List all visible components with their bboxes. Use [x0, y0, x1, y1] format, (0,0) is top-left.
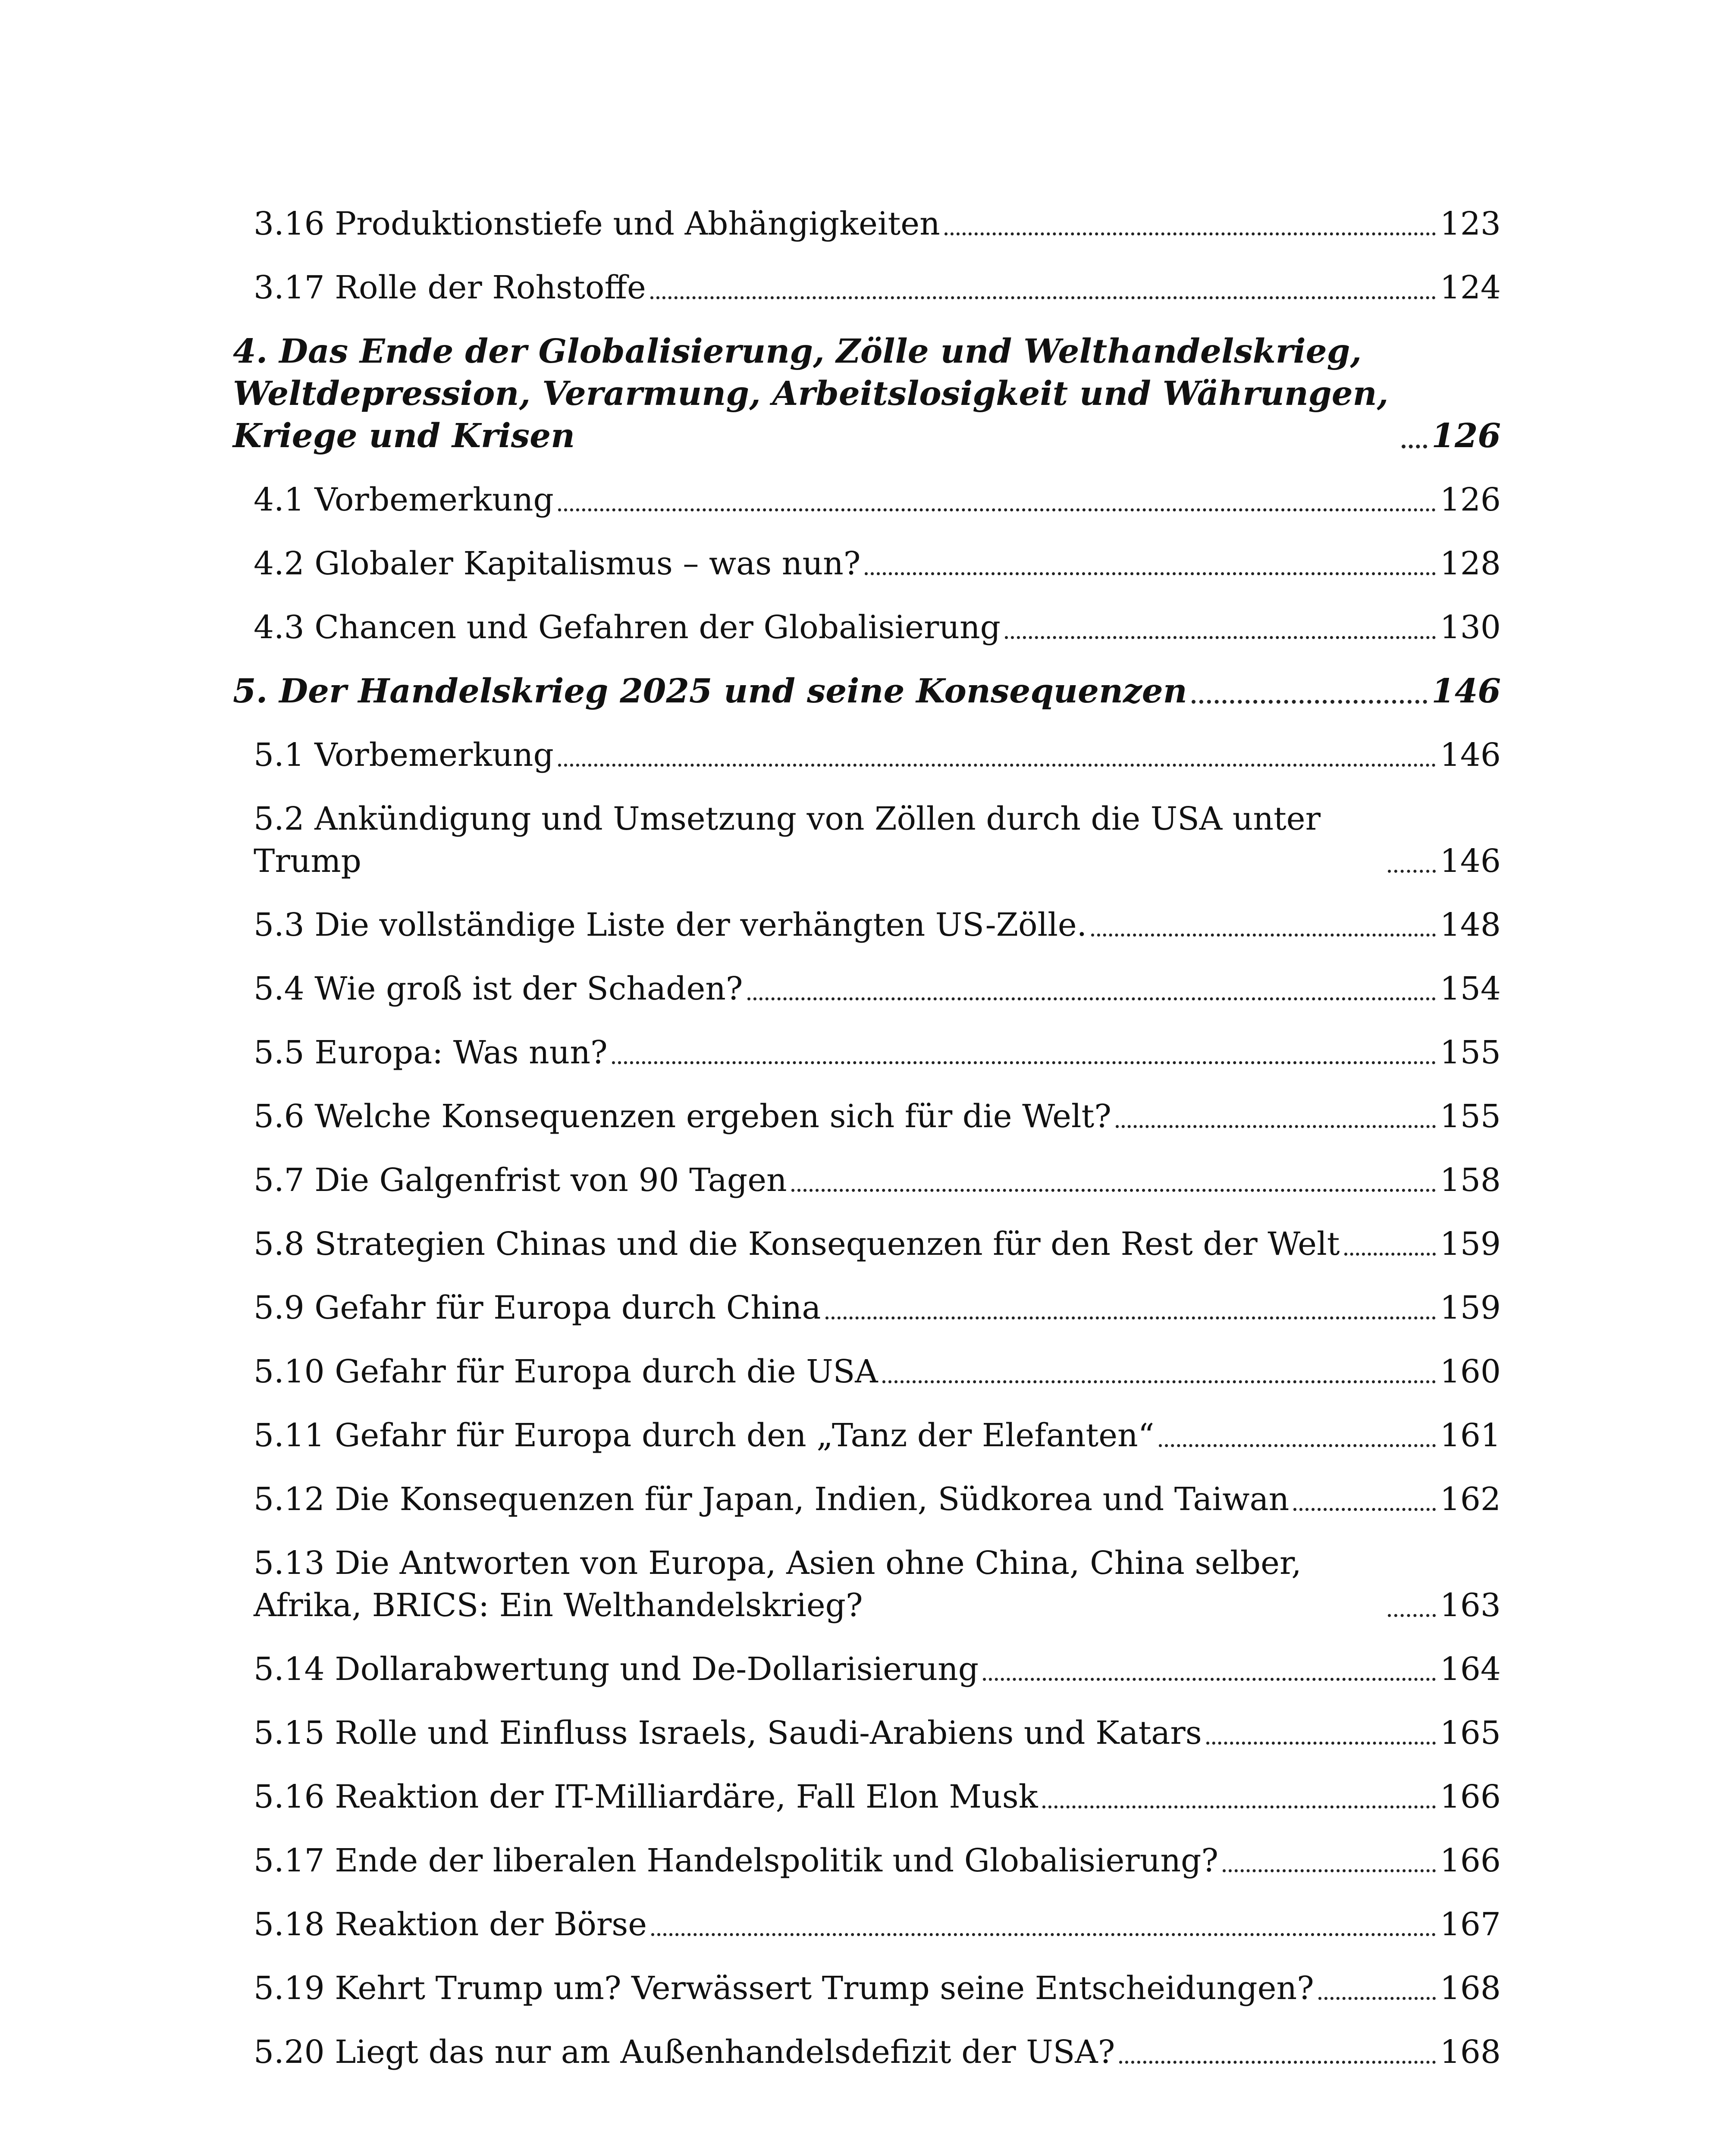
toc-entry-3-17[interactable] [233, 266, 1501, 309]
toc-entry-title: 5.20 Liegt das nur am Außenhandelsdefizit der USA? [254, 2034, 1115, 2071]
toc-page-number: 154 [1440, 970, 1501, 1007]
toc-entry-title: 5.12 Die Konsequenzen für Japan, Indien, Südkorea und Taiwan [254, 1481, 1290, 1518]
toc-entry-title: 4.1 Vorbemerkung [254, 481, 554, 518]
toc-entry-5-12[interactable] [233, 1478, 1501, 1520]
dot-leader [1223, 1869, 1436, 1872]
dot-leader [1159, 1444, 1436, 1447]
table-of-contents [233, 203, 1501, 2095]
toc-entry-title: 4.2 Globaler Kapitalismus – was nun? [254, 545, 861, 582]
dot-leader [558, 764, 1436, 767]
dot-leader [791, 1189, 1436, 1192]
toc-entry-title: 5.4 Wie groß ist der Schaden? [254, 970, 743, 1007]
toc-entry-5-16[interactable] [233, 1776, 1501, 1818]
toc-entry-4-3[interactable] [233, 606, 1501, 649]
toc-entry-5-11[interactable] [233, 1414, 1501, 1457]
toc-page-number: 124 [1440, 269, 1501, 306]
dot-leader [651, 1933, 1436, 1936]
toc-page-number: 167 [1440, 1906, 1501, 1943]
toc-entry-5-2[interactable] [233, 798, 1501, 882]
dot-leader [1318, 1997, 1436, 2000]
toc-entry-title: 5.6 Welche Konsequenzen ergeben sich für die Welt? [254, 1098, 1111, 1135]
dot-leader [944, 232, 1436, 235]
dot-leader [1042, 1805, 1436, 1808]
toc-entry-title: 5.19 Kehrt Trump um? Verwässert Trump seine Entscheidungen? [254, 1970, 1314, 2007]
toc-entry-title: 5.3 Die vollständige Liste der verhängten US-Zölle. [254, 906, 1087, 943]
toc-entry-title: 5.14 Dollarabwertung und De-Dollarisierung [254, 1651, 979, 1688]
toc-page-number: 128 [1440, 545, 1501, 582]
toc-entry-title: 5.16 Reaktion der IT-Milliardäre, Fall Elon Musk [254, 1778, 1038, 1815]
toc-page-number: 160 [1440, 1353, 1501, 1390]
toc-entry-title: 5.5 Europa: Was nun? [254, 1034, 608, 1071]
toc-page-number: 146 [1431, 672, 1501, 711]
toc-page-number: 159 [1440, 1289, 1501, 1326]
toc-page-number: 166 [1440, 1842, 1501, 1879]
toc-chapter-4[interactable] [233, 330, 1501, 457]
toc-entry-title: 5.9 Gefahr für Europa durch China [254, 1289, 821, 1326]
toc-entry-title: 5.11 Gefahr für Europa durch den „Tanz der Elefanten“ [254, 1417, 1155, 1454]
toc-entry-5-15[interactable] [233, 1712, 1501, 1754]
toc-entry-title: 5.1 Vorbemerkung [254, 736, 554, 774]
toc-page-number: 130 [1440, 609, 1501, 646]
toc-entry-title: 5.17 Ende der liberalen Handelspolitik und Globalisierung? [254, 1842, 1219, 1879]
toc-entry-5-14[interactable] [233, 1648, 1501, 1690]
dot-leader [1119, 2061, 1435, 2064]
toc-entry-5-13[interactable] [233, 1542, 1501, 1626]
toc-entry-5-9[interactable] [233, 1287, 1501, 1329]
toc-page-number: 166 [1440, 1778, 1501, 1815]
toc-page-number: 146 [1440, 736, 1501, 774]
toc-entry-5-10[interactable] [233, 1351, 1501, 1393]
toc-page-number: 161 [1440, 1417, 1501, 1454]
dot-leader [558, 508, 1436, 511]
toc-entry-5-1[interactable] [233, 734, 1501, 776]
dot-leader [825, 1316, 1436, 1319]
toc-entry-3-16[interactable] [233, 203, 1501, 245]
dot-leader [1116, 1125, 1436, 1128]
toc-entry-5-6[interactable] [233, 1095, 1501, 1138]
toc-page-number: 126 [1440, 481, 1501, 518]
toc-entry-5-3[interactable] [233, 904, 1501, 946]
toc-entry-title: 5.18 Reaktion der Börse [254, 1906, 647, 1943]
toc-entry-5-17[interactable] [233, 1839, 1501, 1882]
toc-entry-title: 3.17 Rolle der Rohstoffe [254, 269, 646, 306]
toc-page-number: 146 [1440, 843, 1501, 880]
toc-entry-5-20[interactable] [233, 2031, 1501, 2073]
dot-leader [1388, 1614, 1436, 1617]
toc-page-number: 164 [1440, 1651, 1501, 1688]
toc-entry-title: 4.3 Chancen und Gefahren der Globalisierung [254, 609, 1001, 646]
toc-page-number: 159 [1440, 1225, 1501, 1263]
dot-leader [865, 572, 1435, 575]
toc-entry-5-4[interactable] [233, 968, 1501, 1010]
dot-leader [1388, 870, 1436, 873]
toc-page-number: 126 [1431, 417, 1501, 455]
toc-entry-5-7[interactable] [233, 1159, 1501, 1201]
toc-entry-title: 5.13 Die Antworten von Europa, Asien ohne China, China selber, Afrika, BRICS: Ein Welthandelskrieg? [254, 1545, 1302, 1624]
dot-leader [1402, 445, 1427, 448]
toc-entry-title: 5.10 Gefahr für Europa durch die USA [254, 1353, 878, 1390]
dot-leader [1192, 700, 1428, 704]
toc-page-number: 168 [1440, 2034, 1501, 2071]
dot-leader [1293, 1508, 1435, 1511]
toc-page-number: 155 [1440, 1098, 1501, 1135]
toc-entry-4-2[interactable] [233, 542, 1501, 585]
dot-leader [1344, 1253, 1436, 1256]
toc-page-number: 168 [1440, 1970, 1501, 2007]
toc-entry-5-19[interactable] [233, 1967, 1501, 2009]
toc-chapter-title: 4. Das Ende der Globalisierung, Zölle und Welthandelskrieg, Weltdepression, Verarmung, Arbeitslosigkeit und Währungen, Kriege und Krisen [233, 332, 1389, 455]
toc-entry-title: 5.2 Ankündigung und Umsetzung von Zöllen durch die USA unter Trump [254, 800, 1321, 880]
toc-entry-title: 3.16 Produktionstiefe und Abhängigkeiten [254, 205, 940, 242]
toc-page-number: 123 [1440, 205, 1501, 242]
toc-entry-4-1[interactable] [233, 479, 1501, 521]
dot-leader [747, 997, 1436, 1000]
toc-chapter-5[interactable] [233, 670, 1501, 712]
dot-leader [1206, 1742, 1436, 1745]
toc-entry-title: 5.7 Die Galgenfrist von 90 Tagen [254, 1162, 787, 1199]
toc-entry-title: 5.15 Rolle und Einfluss Israels, Saudi-Arabiens und Katars [254, 1714, 1202, 1752]
dot-leader [882, 1380, 1436, 1383]
toc-page-number: 165 [1440, 1714, 1501, 1752]
toc-page-number: 148 [1440, 906, 1501, 943]
toc-entry-title: 5.8 Strategien Chinas und die Konsequenzen für den Rest der Welt [254, 1225, 1340, 1263]
dot-leader [612, 1061, 1436, 1064]
toc-page-number: 155 [1440, 1034, 1501, 1071]
toc-page-number: 162 [1440, 1481, 1501, 1518]
toc-entry-5-8[interactable] [233, 1223, 1501, 1265]
toc-entry-5-5[interactable] [233, 1031, 1501, 1074]
dot-leader [983, 1678, 1436, 1681]
dot-leader [1005, 636, 1436, 639]
dot-leader [1091, 934, 1436, 937]
toc-page-number: 163 [1440, 1587, 1501, 1624]
toc-page-number: 158 [1440, 1162, 1501, 1199]
toc-chapter-title: 5. Der Handelskrieg 2025 und seine Konsequenzen [233, 672, 1187, 711]
toc-entry-5-18[interactable] [233, 1903, 1501, 1946]
dot-leader [650, 296, 1436, 299]
